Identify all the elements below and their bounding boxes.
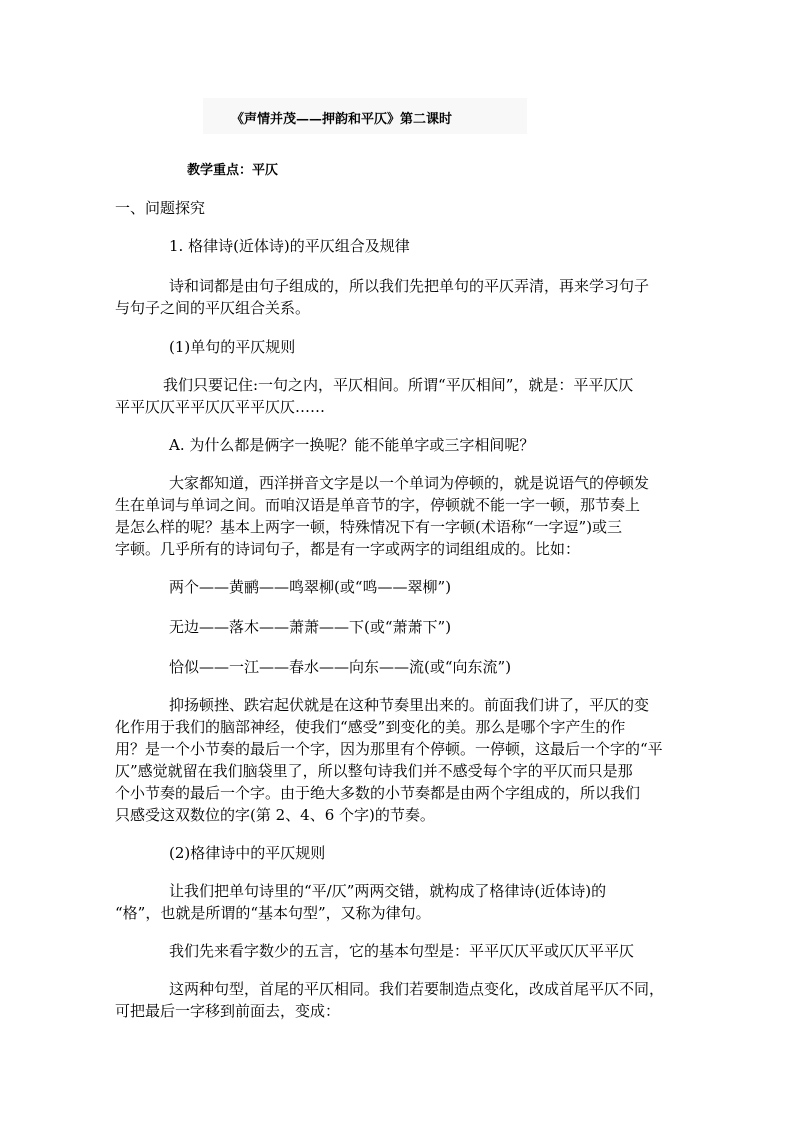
paragraph-line: 与句子之间的平仄组合关系。 xyxy=(115,299,311,317)
paragraph-line: 让我们把单句诗里的“平/仄”两两交错，就构成了格律诗(近体诗)的 xyxy=(169,882,607,900)
paragraph-line: 只感受这双数位的字(第 2、4、6 个字)的节奏。 xyxy=(115,806,435,824)
section-heading: 一、问题探究 xyxy=(115,199,206,217)
paragraph-line: 字顿。几乎所有的诗词句子，都是有一字或两字的词组组成的。比如： xyxy=(115,540,581,558)
paragraph-line: 抑扬顿挫、跌宕起伏就是在这种节奏里出来的。前面我们讲了，平仄的变 xyxy=(169,696,650,714)
document-title: 《声情并茂——押韵和平仄》第二课时 xyxy=(231,112,453,127)
teaching-focus: 教学重点：平仄 xyxy=(187,163,279,178)
rule-heading: (1)单句的平仄规则 xyxy=(169,338,296,356)
paragraph-line: 诗和词都是由句子组成的，所以我们先把单句的平仄弄清，再来学习句子 xyxy=(169,277,650,295)
rule-heading: (2)格律诗中的平仄规则 xyxy=(169,844,326,862)
paragraph-line: 这两种句型，首尾的平仄相同。我们若要制造点变化，改成首尾平仄不同， xyxy=(169,980,665,998)
paragraph-line: 生在单词与单词之间。而咱汉语是单音节的字，停顿就不能一字一顿，那节奏上 xyxy=(115,496,641,514)
paragraph-line: 仄”感觉就留在我们脑袋里了，所以整句诗我们并不感受每个字的平仄而只是那 xyxy=(115,762,633,780)
paragraph-line: 大家都知道，西洋拼音文字是以一个单词为停顿的，就是说语气的停顿发 xyxy=(169,474,650,492)
subsection-heading: 1. 格律诗(近体诗)的平仄组合及规律 xyxy=(169,237,410,255)
example-line: 两个——黄鹂——鸣翠柳(或“鸣——翠柳”) xyxy=(169,578,452,596)
paragraph-line: 是怎么样的呢？基本上两字一顿，特殊情况下有一字顿(术语称“一字逗”)或三 xyxy=(115,518,623,536)
paragraph-line: 用？是一个小节奏的最后一个字，因为那里有个停顿。一停顿，这最后一个字的“平 xyxy=(115,740,663,758)
question-heading: A. 为什么都是俩字一换呢？能不能单字或三字相间呢？ xyxy=(169,436,535,454)
example-line: 无边——落木——萧萧——下(或“萧萧下”) xyxy=(169,618,452,636)
paragraph-line: 化作用于我们的脑部神经，使我们“感受”到变化的美。那么是哪个字产生的作 xyxy=(115,718,626,736)
paragraph-line: “格”，也就是所谓的“基本句型”，又称为律句。 xyxy=(115,904,431,922)
paragraph-line: 我们只要记住:一句之内，平仄相间。所谓“平仄相间”，就是：平平仄仄 xyxy=(163,376,634,394)
paragraph-line: 可把最后一字移到前面去，变成： xyxy=(115,1002,341,1020)
paragraph-line: 个小节奏的最后一个字。由于绝大多数的小节奏都是由两个字组成的，所以我们 xyxy=(115,784,641,802)
paragraph-line: 我们先来看字数少的五言，它的基本句型是：平平仄仄平或仄仄平平仄 xyxy=(169,942,635,960)
example-line: 恰似——一江——春水——向东——流(或“向东流”) xyxy=(169,658,512,676)
paragraph-line: 平平仄仄平平仄仄平平仄仄…… xyxy=(115,398,326,416)
